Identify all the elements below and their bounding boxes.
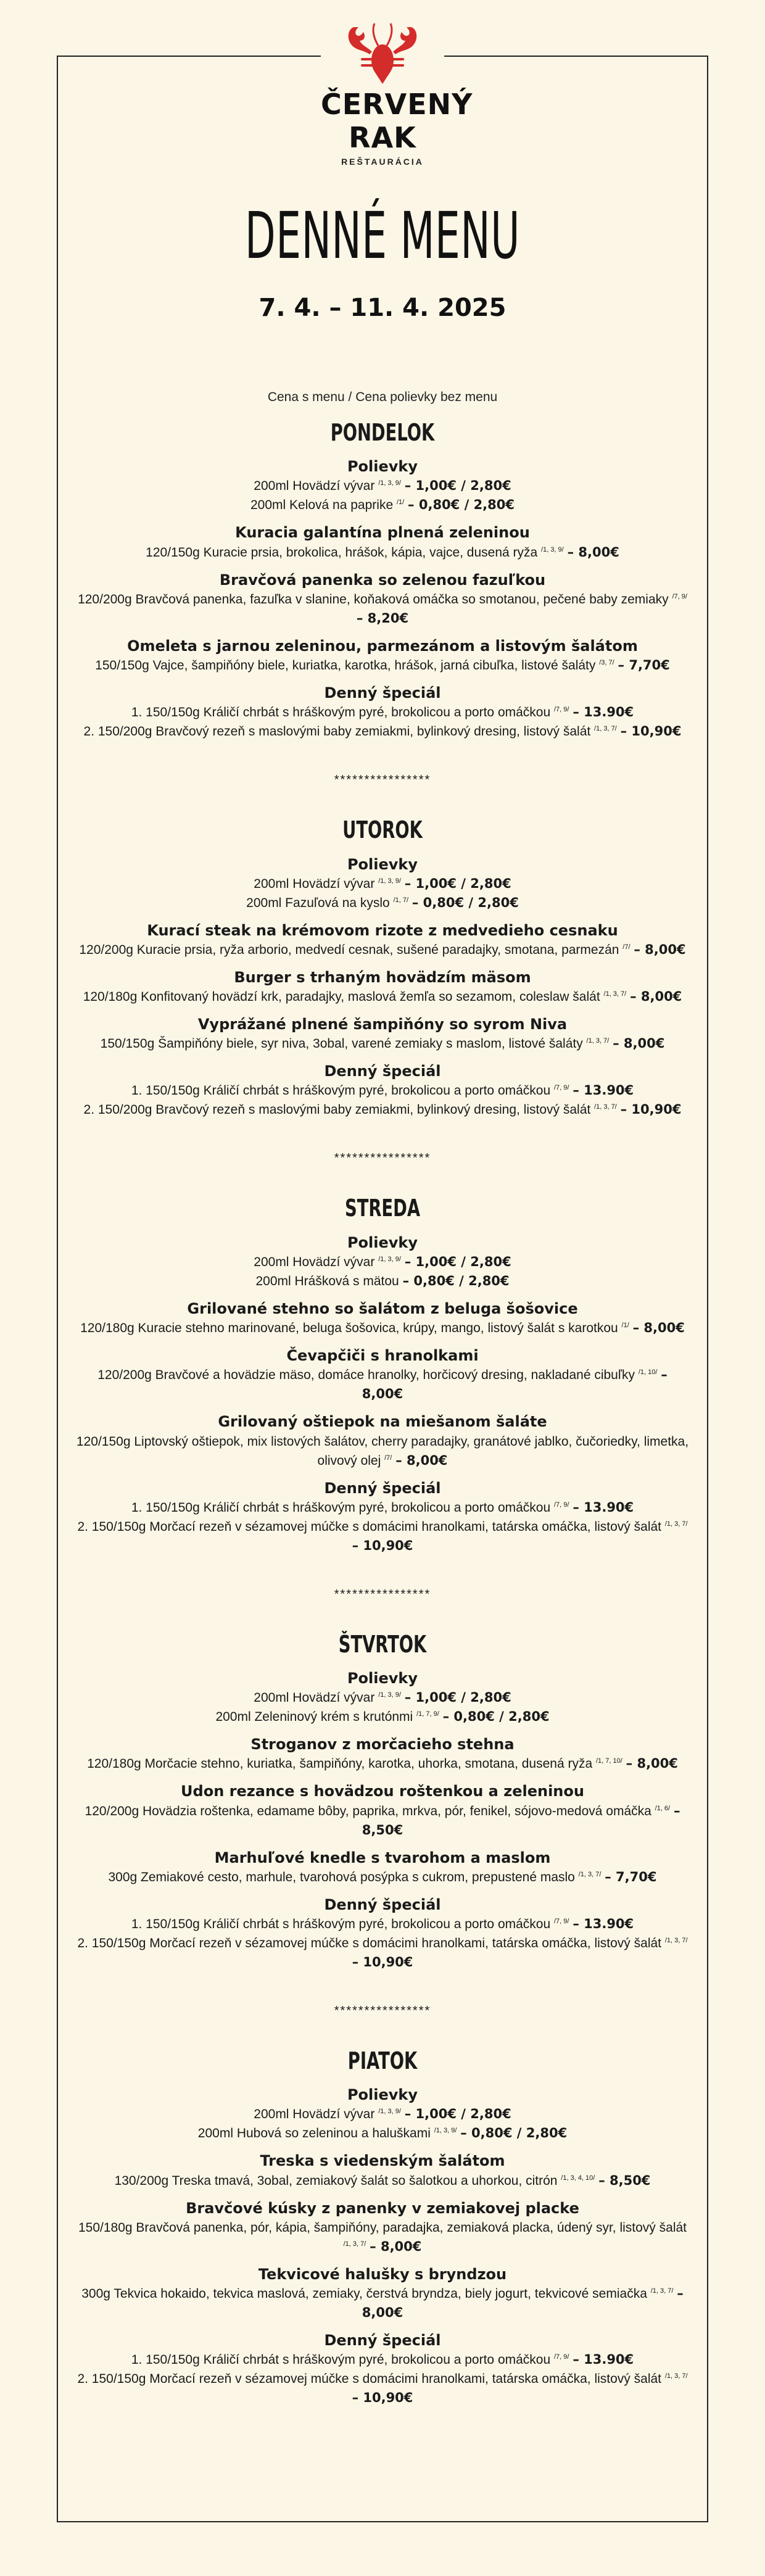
day-heading: UTOROK bbox=[342, 816, 423, 844]
allergen-codes: /7, 9/ bbox=[672, 592, 687, 600]
allergen-codes: /1, 3, 9/ bbox=[378, 2108, 401, 2116]
price: – 0,80€ / 2,80€ bbox=[402, 1273, 510, 1288]
soup-item: 200ml Zeleninový krém s krutónmi $^{/1, 7, 9/}$ – 0,80€ / 2,80€ bbox=[215, 1709, 550, 1725]
dish-description: 300g Zemiakové cesto, marhule, tvarohová posýpka s cukrom, prepustené maslo $^{/1, 3, 7/}$ – 7,70€ bbox=[108, 1869, 657, 1884]
price: – 13.90€ bbox=[573, 1499, 634, 1515]
allergen-codes: /1, 3, 7/ bbox=[603, 990, 627, 998]
special-item: 2. 150/150g Morčací rezeň v sézamovej múčke s domácimi hranolkami, tatárska omáčka, listový šalát $^{/1, 3, 7/}$ – 10,90€ bbox=[77, 2372, 688, 2406]
price: – 8,00€ bbox=[370, 2238, 422, 2254]
special-item: 2. 150/200g Bravčový rezeň s maslovými baby zemiakmi, bylinkový dresing, listový šalát $^{/1, 3, 7/}$ – 10,90€ bbox=[83, 1102, 682, 1117]
price: – 8,00€ bbox=[613, 1036, 665, 1051]
dish-title: Kurací steak na krémovom rizote z medvedieho cesnaku bbox=[147, 921, 618, 939]
allergen-codes: /1, 7/ bbox=[393, 896, 409, 904]
allergen-codes: /1, 10/ bbox=[638, 1369, 658, 1377]
price: – 0,80€ / 2,80€ bbox=[408, 497, 515, 513]
day-heading: STREDA bbox=[344, 1195, 421, 1222]
dish-title: Grilované stehno so šalátom z beluga šošovice bbox=[187, 1299, 578, 1317]
dish-title: Stroganov z morčacieho stehna bbox=[250, 1736, 515, 1754]
allergen-codes: /1, 3, 7/ bbox=[664, 1936, 688, 1944]
price: – 10,90€ bbox=[352, 1954, 413, 1969]
special-item: 1. 150/150g Králičí chrbát s hráškovým pyré, brokolicou a porto omáčkou $^{/7, 9/}$ – 13.90€ bbox=[131, 705, 634, 720]
price: – 0,80€ / 2,80€ bbox=[460, 2126, 568, 2141]
dish-description: 130/200g Treska tmavá, 3obal, zemiakový šalát so šalotkou a uhorkou, citrón $^{/1, 3, 4, 10/}$ – 8,50€ bbox=[114, 2172, 651, 2188]
crayfish-icon bbox=[342, 22, 423, 84]
allergen-codes: /1, 7, 10/ bbox=[596, 1757, 622, 1765]
price-note: Cena s menu / Cena polievky bez menu bbox=[267, 390, 498, 404]
price: – 8,50€ bbox=[362, 1803, 680, 1837]
price: – 7,70€ bbox=[605, 1869, 657, 1884]
dish-title: Udon rezance s hovädzou roštenkou a zeleninou bbox=[181, 1783, 584, 1800]
special-item: 1. 150/150g Králičí chrbát s hráškovým pyré, brokolicou a porto omáčkou $^{/7, 9/}$ – 13.90€ bbox=[131, 1499, 634, 1515]
allergen-codes: /1, 3, 9/ bbox=[378, 1255, 401, 1263]
allergen-codes: /1, 3, 7/ bbox=[578, 1870, 602, 1878]
allergen-codes: /7, 9/ bbox=[554, 1084, 569, 1092]
price: – 8,00€ bbox=[395, 1452, 448, 1468]
allergen-codes: /1, 3, 7/ bbox=[594, 725, 617, 733]
price: – 8,00€ bbox=[626, 1756, 678, 1771]
separator: **************** bbox=[334, 1587, 431, 1601]
dish-description: 120/180g Konfitovaný hovädzí krk, paradajky, maslová žemľa so sezamom, coleslaw šalát $^{/1, 3, 7/}$ – 8,00€ bbox=[83, 989, 682, 1004]
soup-item: 200ml Hrášková s mätou – 0,80€ / 2,80€ bbox=[255, 1273, 510, 1288]
price: – 10,90€ bbox=[352, 2390, 413, 2406]
special-heading: Denný špeciál bbox=[324, 1895, 441, 1913]
allergen-codes: /7, 9/ bbox=[554, 1501, 569, 1509]
days-list bbox=[57, 417, 708, 2408]
allergen-codes: /1, 7, 9/ bbox=[416, 1710, 439, 1718]
price: – 10,90€ bbox=[620, 724, 682, 739]
day-section bbox=[57, 1193, 708, 1601]
day-heading: ŠTVRTOK bbox=[338, 1630, 427, 1658]
soups-heading: Polievky bbox=[347, 1233, 418, 1251]
brand-subtitle: REŠTAURÁCIA bbox=[341, 157, 424, 167]
dish-description: 120/150g Liptovský oštiepok, mix listových šalátov, cherry paradajky, granátové jablko, čučoriedky, limetka, olivový olej $^{/7/}$ – 8,00€ bbox=[76, 1434, 689, 1468]
soups-heading: Polievky bbox=[347, 855, 418, 873]
price: – 1,00€ / 2,80€ bbox=[404, 478, 511, 494]
allergen-codes: /1/ bbox=[396, 499, 405, 507]
soup-item: 200ml Kelová na paprike $^{/1/}$ – 0,80€ / 2,80€ bbox=[250, 497, 515, 513]
special-item: 1. 150/150g Králičí chrbát s hráškovým pyré, brokolicou a porto omáčkou $^{/7, 9/}$ – 13.90€ bbox=[131, 1916, 634, 1931]
brand-name: ČERVENÝ RAK bbox=[321, 88, 473, 154]
price: – 10,90€ bbox=[620, 1102, 682, 1117]
soup-item: 200ml Hovädzí vývar $^{/1, 3, 9/}$ – 1,00€ / 2,80€ bbox=[254, 478, 511, 494]
soup-item: 200ml Hovädzí vývar $^{/1, 3, 9/}$ – 1,00€ / 2,80€ bbox=[254, 2106, 511, 2122]
price: – 10,90€ bbox=[352, 1538, 413, 1553]
price: – 1,00€ / 2,80€ bbox=[404, 1690, 511, 1705]
dish-title: Vyprážané plnené šampiňóny so syrom Niva bbox=[197, 1016, 568, 1033]
allergen-codes: /1, 3, 7/ bbox=[664, 2372, 688, 2380]
price: – 0,80€ / 2,80€ bbox=[411, 895, 519, 910]
price: – 8,00€ bbox=[630, 989, 682, 1004]
special-item: 2. 150/200g Bravčový rezeň s maslovými baby zemiakmi, bylinkový dresing, listový šalát $^{/1, 3, 7/}$ – 10,90€ bbox=[83, 724, 682, 739]
dish-description: 120/180g Kuracie stehno marinované, beluga šošovica, krúpy, mango, listový šalát s karotkou $^{/1/}$ – 8,00€ bbox=[80, 1320, 685, 1336]
soup-item: 200ml Hovädzí vývar $^{/1, 3, 9/}$ – 1,00€ / 2,80€ bbox=[254, 1254, 511, 1269]
dish-description: 120/200g Bravčové a hovädzie mäso, domáce hranolky, horčicový dresing, nakladané cibuľky $^{/1, 10/}$ – 8,00€ bbox=[97, 1367, 668, 1402]
day-heading: PIATOK bbox=[347, 2047, 418, 2074]
allergen-codes: /1, 3, 7/ bbox=[650, 2287, 674, 2295]
allergen-codes: /1, 3, 9/ bbox=[434, 2127, 457, 2135]
dish-description: 120/150g Kuracie prsia, brokolica, hrášok, kápia, vajce, dusená ryža $^{/1, 3, 9/}$ – 8,00€ bbox=[146, 544, 619, 560]
dish-description: 150/150g Vajce, šampiňóny biele, kuriatka, karotka, hrášok, jarná cibuľka, listové šaláty $^{/3, 7/}$ – 7,70€ bbox=[95, 658, 670, 673]
allergen-codes: /3, 7/ bbox=[599, 659, 614, 667]
dish-description: 120/200g Hovädzia roštenka, edamame bôby, paprika, mrkva, pór, fenikel, sójovo-medová omáčka $^{/1, 6/}$ – 8,50€ bbox=[85, 1803, 680, 1837]
price: – 13.90€ bbox=[573, 705, 634, 720]
special-heading: Denný špeciál bbox=[324, 2331, 441, 2349]
soup-item: 200ml Hubová so zeleninou a haluškami $^{/1, 3, 9/}$ – 0,80€ / 2,80€ bbox=[197, 2126, 568, 2141]
allergen-codes: /7, 9/ bbox=[554, 1917, 569, 1925]
price: – 13.90€ bbox=[573, 1916, 634, 1931]
day-section bbox=[57, 814, 708, 1166]
dish-title: Tekvicové halušky s bryndzou bbox=[258, 2265, 507, 2283]
separator: **************** bbox=[334, 773, 431, 787]
allergen-codes: /1, 3, 7/ bbox=[586, 1037, 610, 1045]
price: – 8,00€ bbox=[632, 1320, 685, 1336]
soup-item: 200ml Hovädzí vývar $^{/1, 3, 9/}$ – 1,00€ / 2,80€ bbox=[254, 1690, 511, 1705]
allergen-codes: /7/ bbox=[622, 943, 631, 951]
separator: **************** bbox=[334, 1151, 431, 1166]
price: – 8,00€ bbox=[634, 942, 686, 957]
allergen-codes: /1, 3, 4, 10/ bbox=[561, 2174, 595, 2182]
separator: **************** bbox=[334, 2003, 431, 2018]
day-section bbox=[57, 417, 708, 787]
price: – 1,00€ / 2,80€ bbox=[404, 876, 511, 891]
allergen-codes: /1, 3, 9/ bbox=[378, 877, 401, 885]
allergen-codes: /1, 3, 7/ bbox=[343, 2240, 366, 2248]
allergen-codes: /1, 3, 9/ bbox=[378, 479, 401, 487]
allergen-codes: /1, 3, 9/ bbox=[378, 1691, 401, 1699]
special-heading: Denný špeciál bbox=[324, 684, 441, 702]
soup-item: 200ml Fazuľová na kyslo $^{/1, 7/}$ – 0,80€ / 2,80€ bbox=[246, 895, 519, 910]
dish-title: Marhuľové knedle s tvarohom a maslom bbox=[214, 1849, 551, 1866]
dish-title: Bravčová panenka so zelenou fazuľkou bbox=[219, 571, 546, 589]
dish-title: Kuracia galantína plnená zeleninou bbox=[235, 524, 530, 542]
day-heading: PONDELOK bbox=[330, 419, 435, 446]
allergen-codes: /7/ bbox=[384, 1454, 392, 1462]
price: – 8,00€ bbox=[567, 544, 619, 560]
price: – 8,50€ bbox=[598, 2172, 651, 2188]
allergen-codes: /7, 9/ bbox=[554, 706, 569, 714]
dish-description: 150/150g Šampiňóny biele, syr niva, 3obal, varené zemiaky s maslom, listové šaláty $^{/1, 3, 7/}$ – 8,00€ bbox=[100, 1036, 665, 1051]
dish-description: 120/180g Morčacie stehno, kuriatka, šampiňóny, karotka, uhorka, smotana, dusená ryža $^{/1, 7, 10/}$ – 8,00€ bbox=[87, 1756, 678, 1771]
soups-heading: Polievky bbox=[347, 1670, 418, 1687]
dish-description: 150/180g Bravčová panenka, pór, kápia, šampiňóny, paradajka, zemiaková placka, údený syr, listový šalát $^{/1, 3, 7/}$ – 8,00€ bbox=[78, 2220, 687, 2254]
dish-description: 120/200g Kuracie prsia, ryža arborio, medvedí cesnak, sušené paradajky, smotana, parmezán $^{/7/}$ – 8,00€ bbox=[79, 942, 686, 957]
price: – 8,20€ bbox=[356, 610, 409, 626]
day-section bbox=[57, 1629, 708, 2018]
price: – 1,00€ / 2,80€ bbox=[404, 1254, 511, 1269]
date-range: 7. 4. – 11. 4. 2025 bbox=[258, 294, 507, 322]
special-item: 2. 150/150g Morčací rezeň v sézamovej múčke s domácimi hranolkami, tatárska omáčka, listový šalát $^{/1, 3, 7/}$ – 10,90€ bbox=[77, 1519, 688, 1553]
special-heading: Denný špeciál bbox=[324, 1479, 441, 1497]
dish-description: 300g Tekvica hokaido, tekvica maslová, zemiaky, čerstvá bryndza, biely jogurt, tekvicové semiačka $^{/1, 3, 7/}$ – 8,00€ bbox=[81, 2285, 684, 2320]
price: – 8,00€ bbox=[362, 2285, 684, 2320]
price: – 13.90€ bbox=[573, 2352, 634, 2367]
allergen-codes: /1/ bbox=[621, 1322, 629, 1330]
price: – 8,00€ bbox=[362, 1367, 668, 1402]
special-item: 1. 150/150g Králičí chrbát s hráškovým pyré, brokolicou a porto omáčkou $^{/7, 9/}$ – 13.90€ bbox=[131, 2352, 634, 2367]
price: – 0,80€ / 2,80€ bbox=[442, 1709, 550, 1725]
dish-description: 120/200g Bravčová panenka, fazuľka v slanine, koňaková omáčka so smotanou, pečené baby zemiaky $^{/7, 9/}$ – 8,20€ bbox=[78, 592, 687, 626]
price: – 13.90€ bbox=[573, 1083, 634, 1098]
logo bbox=[321, 12, 473, 167]
page-title: DENNÉ MENU bbox=[244, 198, 521, 273]
dish-title: Treska s viedenským šalátom bbox=[260, 2152, 505, 2170]
allergen-codes: /7, 9/ bbox=[554, 2353, 569, 2361]
special-item: 2. 150/150g Morčací rezeň v sézamovej múčke s domácimi hranolkami, tatárska omáčka, listový šalát $^{/1, 3, 7/}$ – 10,90€ bbox=[77, 1936, 688, 1969]
allergen-codes: /1, 3, 9/ bbox=[541, 545, 564, 553]
special-heading: Denný špeciál bbox=[324, 1062, 441, 1080]
allergen-codes: /1, 6/ bbox=[655, 1804, 671, 1812]
allergen-codes: /1, 3, 7/ bbox=[664, 1520, 688, 1528]
day-section bbox=[57, 2045, 708, 2408]
special-item: 1. 150/150g Králičí chrbát s hráškovým pyré, brokolicou a porto omáčkou $^{/7, 9/}$ – 13.90€ bbox=[131, 1083, 634, 1098]
dish-title: Čevapčiči s hranolkami bbox=[286, 1347, 479, 1365]
soup-item: 200ml Hovädzí vývar $^{/1, 3, 9/}$ – 1,00€ / 2,80€ bbox=[254, 876, 511, 891]
menu-content bbox=[57, 198, 708, 2408]
soups-heading: Polievky bbox=[347, 458, 418, 476]
price: – 1,00€ / 2,80€ bbox=[404, 2106, 511, 2122]
dish-title: Grilovaný oštiepok na miešanom šaláte bbox=[218, 1413, 547, 1431]
dish-title: Burger s trhaným hovädzím mäsom bbox=[234, 968, 531, 986]
allergen-codes: /1, 3, 7/ bbox=[594, 1103, 617, 1111]
price: – 7,70€ bbox=[618, 658, 670, 673]
dish-title: Bravčové kúsky z panenky v zemiakovej placke bbox=[186, 2199, 579, 2217]
dish-title: Omeleta s jarnou zeleninou, parmezánom a listovým šalátom bbox=[127, 637, 638, 655]
soups-heading: Polievky bbox=[347, 2086, 418, 2104]
